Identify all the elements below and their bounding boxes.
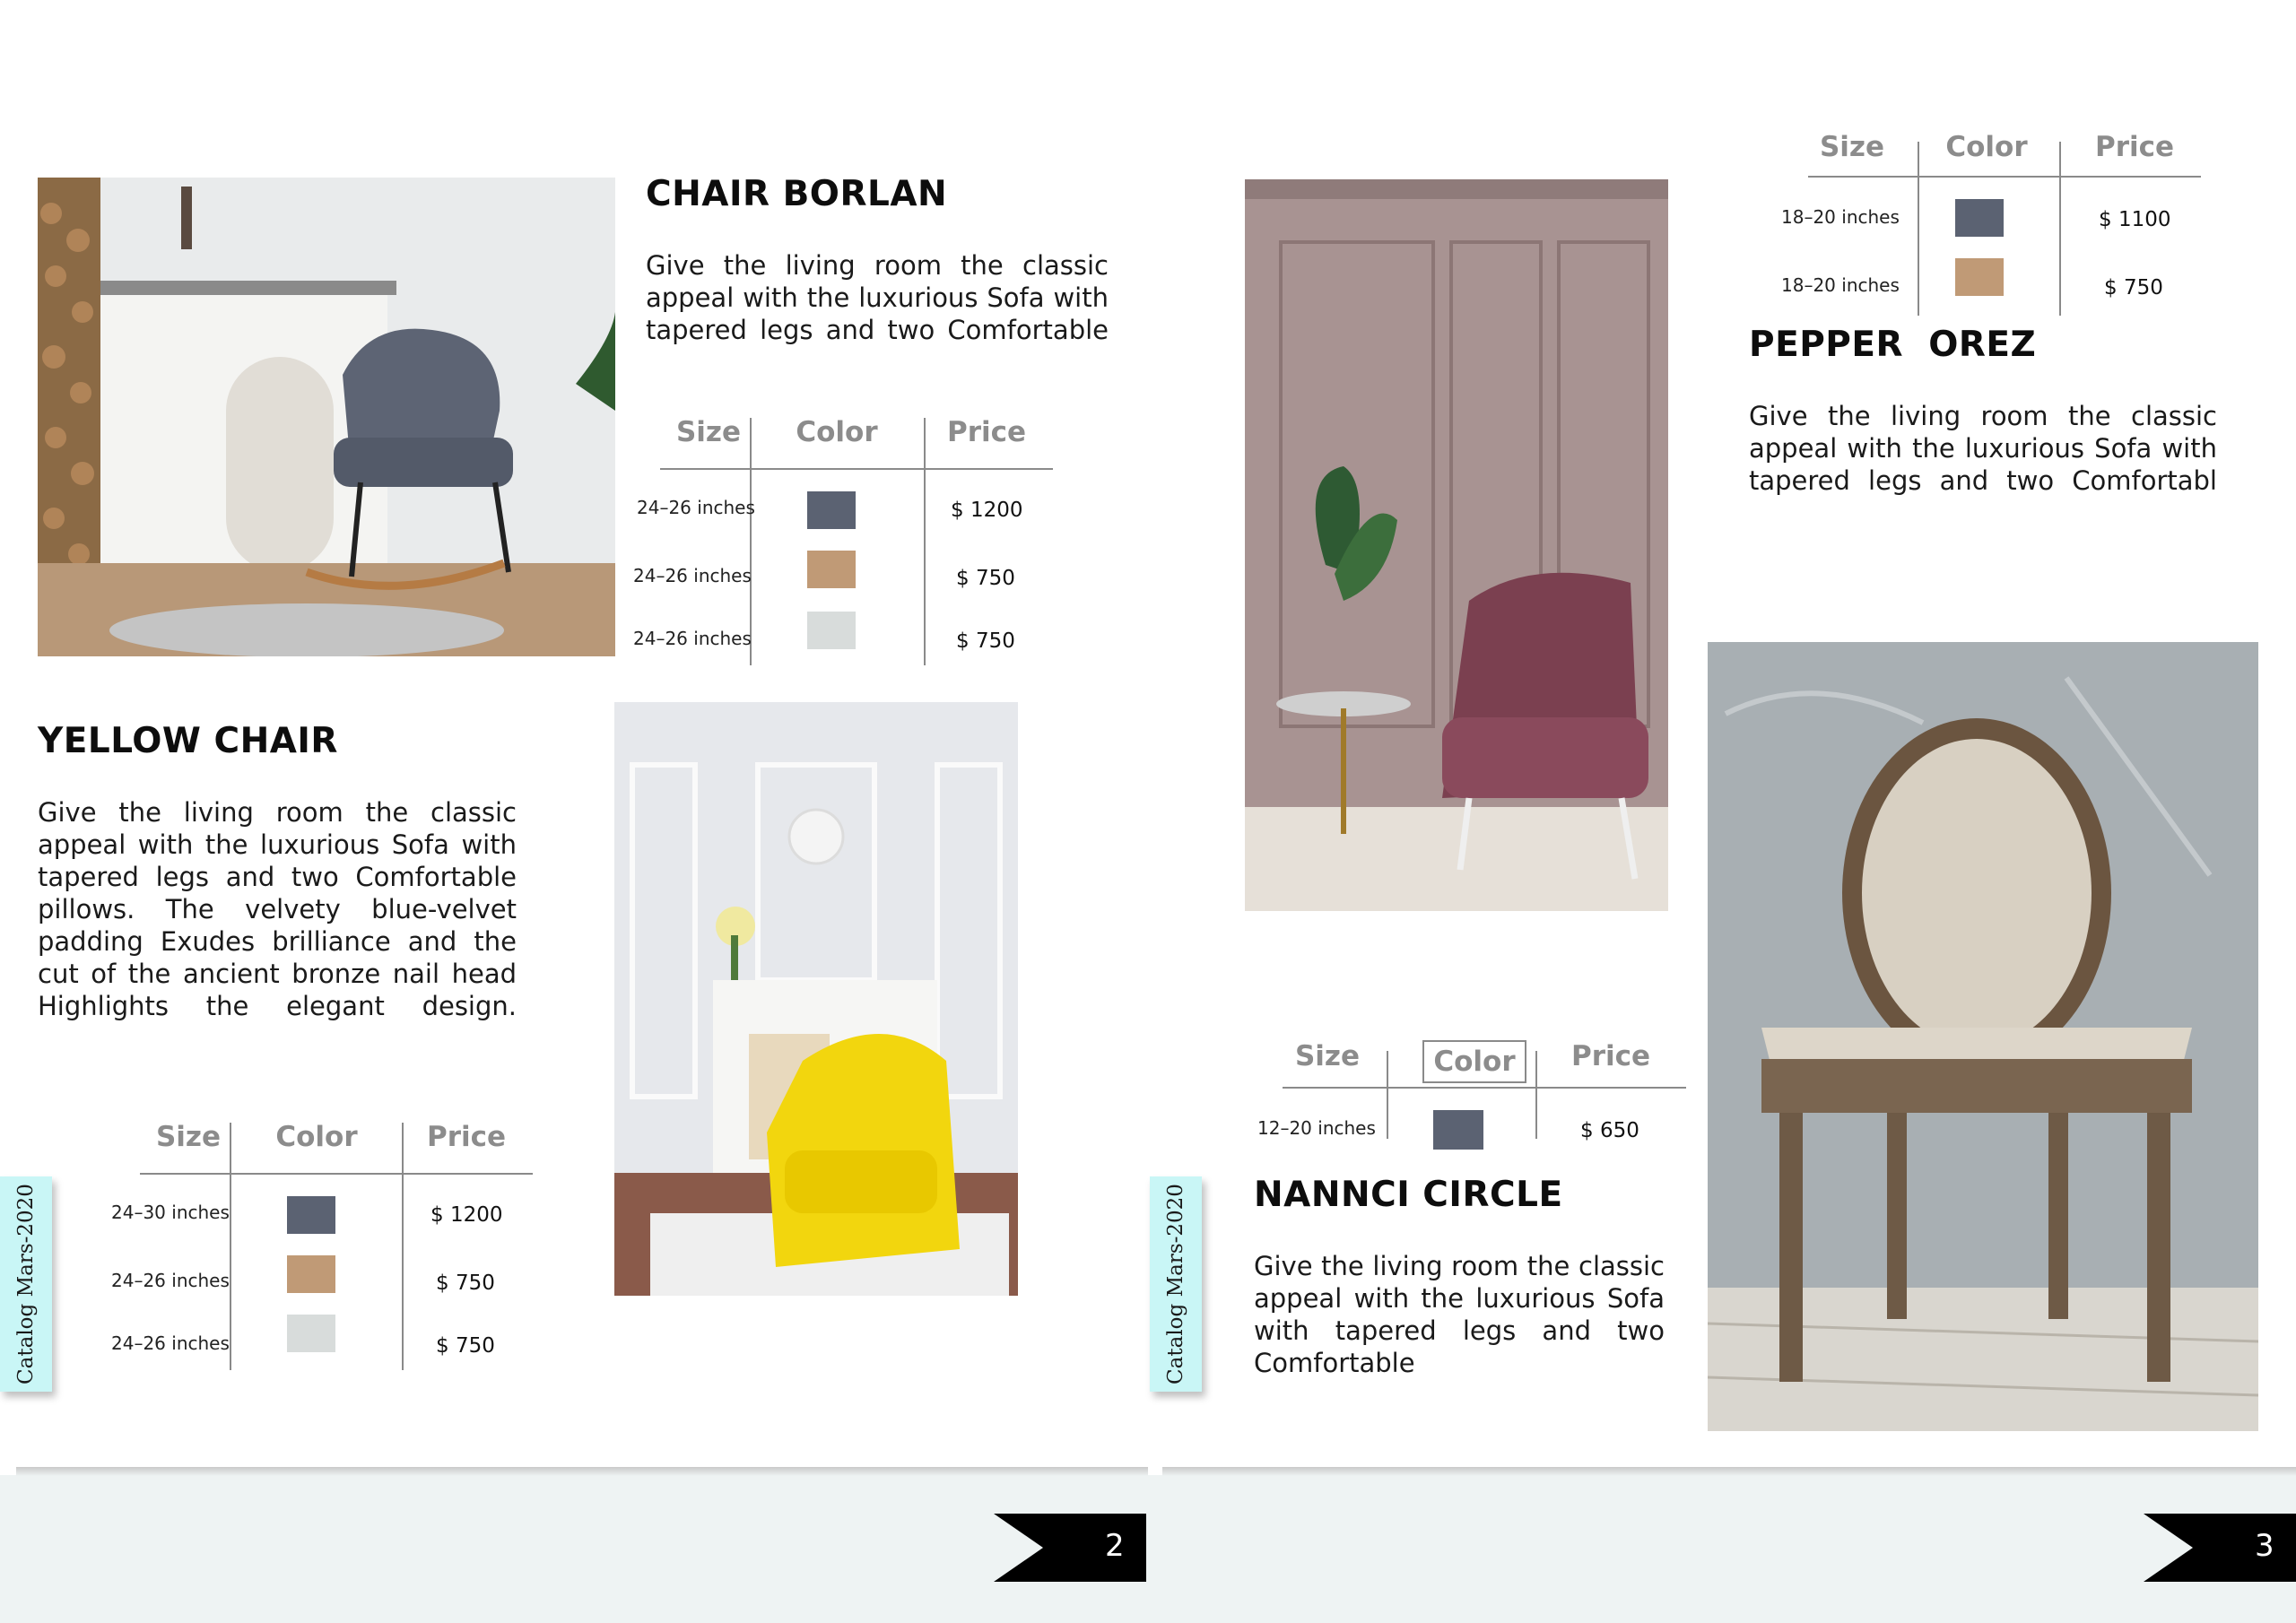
price-cell: $ 650 xyxy=(1580,1119,1639,1142)
price-cell: $ 750 xyxy=(436,1271,495,1295)
color-header: Color xyxy=(1422,1040,1526,1083)
price-cell: $ 750 xyxy=(436,1334,495,1358)
price-cell: $ 1100 xyxy=(2099,208,2171,231)
color-swatch-tan xyxy=(807,551,856,588)
column-divider xyxy=(230,1123,231,1370)
chair-borlan-spec-table xyxy=(628,416,1058,667)
price-cell: $ 1200 xyxy=(951,499,1023,522)
chair-borlan-description: Give the living room the classic appeal with the luxurious Sofa with tapered legs and two Comfortable xyxy=(646,250,1109,345)
color-header: Color xyxy=(275,1121,358,1153)
footer-shadow-right xyxy=(1162,1467,2296,1476)
size-cell: 24–26 inches xyxy=(637,497,755,518)
color-swatch-light-grey xyxy=(287,1315,335,1352)
footer-band xyxy=(0,1475,2296,1623)
column-divider xyxy=(924,418,926,665)
column-divider xyxy=(2059,142,2061,316)
size-cell: 18–20 inches xyxy=(1781,274,1900,296)
header-rule xyxy=(1283,1087,1686,1089)
header-rule xyxy=(140,1173,533,1175)
size-header: Size xyxy=(1819,131,1885,163)
catalog-side-tab xyxy=(0,1176,52,1392)
nannci-circle-description: Give the living room the classic appeal with the luxurious Sofa with tapered legs and two Comfortable xyxy=(1254,1251,1665,1378)
photo-yellow-armchair xyxy=(614,702,1018,1296)
color-header: Color xyxy=(796,416,878,448)
photo-mauve-armchair xyxy=(1245,179,1668,911)
pepper-orez-title: PEPPER OREZ xyxy=(1749,325,2037,365)
pepper-orez-description: Give the living room the classic appeal with the luxurious Sofa with tapered legs and two Comfortabl xyxy=(1749,401,2217,496)
price-header: Price xyxy=(946,416,1027,448)
price-cell: $ 1200 xyxy=(430,1203,503,1227)
size-header: Size xyxy=(675,416,742,448)
color-swatch-slate xyxy=(807,491,856,529)
color-swatch-tan xyxy=(1955,258,2004,296)
size-cell: 24–26 inches xyxy=(111,1270,230,1291)
column-divider xyxy=(1387,1051,1388,1139)
nannci-circle-spec-table xyxy=(1257,1040,1686,1148)
photo-tufted-chair xyxy=(1708,642,2258,1431)
price-cell: $ 750 xyxy=(2104,276,2163,299)
size-cell: 18–20 inches xyxy=(1781,206,1900,228)
catalog-side-tab xyxy=(1150,1176,1202,1392)
size-header: Size xyxy=(1294,1040,1361,1072)
price-header: Price xyxy=(1570,1040,1651,1072)
price-header: Price xyxy=(426,1121,507,1153)
footer-shadow-left xyxy=(16,1467,1148,1476)
size-cell: 24–26 inches xyxy=(633,628,752,649)
color-swatch-light-grey xyxy=(807,612,856,649)
color-swatch-slate xyxy=(287,1196,335,1234)
price-cell: $ 750 xyxy=(956,629,1015,653)
size-cell: 24–26 inches xyxy=(633,565,752,586)
column-divider xyxy=(1535,1051,1537,1139)
yellow-chair-title: YELLOW CHAIR xyxy=(38,721,338,761)
size-header: Size xyxy=(155,1121,222,1153)
photo-grey-rocking-chair xyxy=(38,178,615,656)
price-cell: $ 750 xyxy=(956,567,1015,590)
size-cell: 24–26 inches xyxy=(111,1332,230,1354)
catalog-tab-label: Catalog Mars-2020 xyxy=(1164,1184,1187,1384)
pepper-orez-spec-table xyxy=(1781,131,2224,310)
page-number-left: 2 xyxy=(1105,1528,1125,1564)
color-header: Color xyxy=(1945,131,2028,163)
yellow-chair-spec-table xyxy=(108,1121,538,1372)
color-swatch-slate xyxy=(1433,1110,1483,1150)
price-header: Price xyxy=(2094,131,2175,163)
column-divider xyxy=(402,1123,404,1370)
header-rule xyxy=(1808,176,2201,178)
yellow-chair-description: Give the living room the classic appeal with the luxurious Sofa with tapered legs and two Comfortable pillows. The velvety blue-velvet padding Exudes brilliance and the cut of the ancient bronze nail head Highlights the elegant design. xyxy=(38,797,517,1021)
catalog-tab-label: Catalog Mars-2020 xyxy=(14,1184,38,1384)
column-divider xyxy=(1918,142,1919,316)
color-swatch-tan xyxy=(287,1255,335,1293)
header-rule xyxy=(660,468,1053,470)
page-number-right: 3 xyxy=(2255,1528,2274,1564)
color-swatch-slate xyxy=(1955,199,2004,237)
size-cell: 24–30 inches xyxy=(111,1202,230,1223)
size-cell: 12–20 inches xyxy=(1257,1117,1376,1139)
chair-borlan-title: CHAIR BORLAN xyxy=(646,174,948,214)
nannci-circle-title: NANNCI CIRCLE xyxy=(1254,1175,1563,1215)
